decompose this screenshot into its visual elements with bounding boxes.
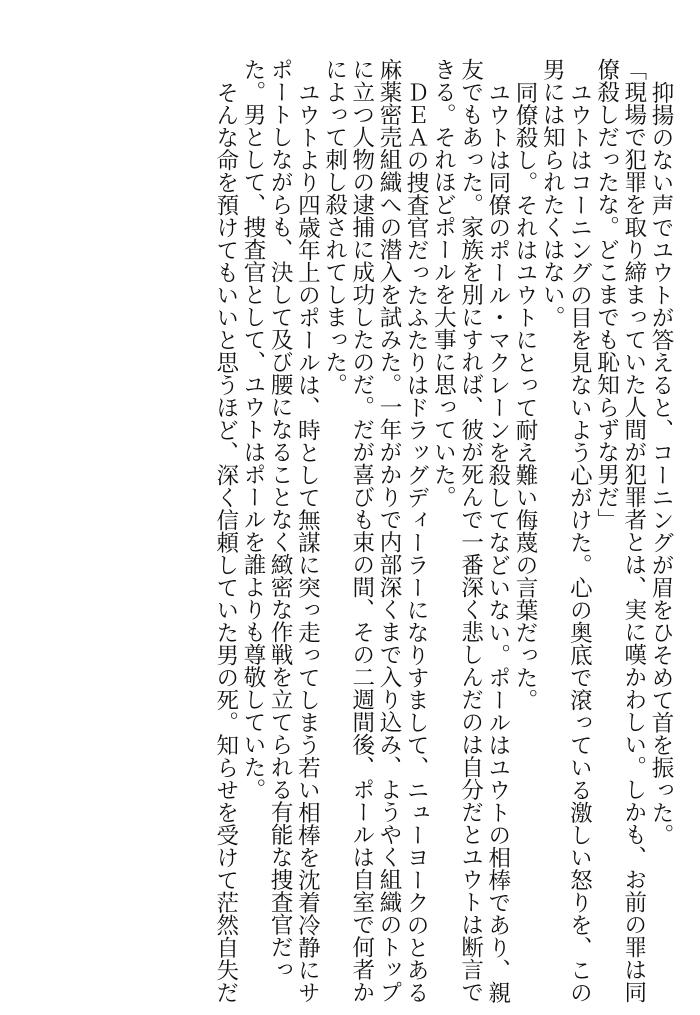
- text-line-11: 麻薬密売組織への潜入を試みた。一年がかりで内部深くまで入り込み、ようやく組織のトップ: [375, 58, 402, 1003]
- text-line-8: 友でもあった。家族を別にすれば、彼が死んで一番深く悲しんだのは自分だとユウトは断言で: [457, 58, 484, 1003]
- text-line-16: た。男として、捜査官として、ユウトはポールを誰よりも尊敬していた。: [239, 58, 266, 801]
- text-line-12: に立つ人物の逮捕に成功したのだ。だが喜びも束の間、その二週間後、ポールは自室で何者か: [348, 58, 375, 1003]
- text-line-2: 「現場で犯罪を取り締まっていた人間が犯罪者とは、実に嘆かわしい。しかも、お前の罪は同: [620, 58, 647, 1003]
- text-line-3: 僚殺しだったな。どこまでも恥知らずな男だ」: [593, 58, 620, 531]
- text-line-15: ポートしながらも、決して及び腰になることなく緻密な作戦を立てられる有能な捜査官だっ: [267, 58, 294, 981]
- text-line-14: ユウトより四歳年上のポールは、時として無謀に突っ走ってしまう若い相棒を沈着冷静にサ: [294, 80, 321, 1003]
- text-line-9: きる。それほどポールを大事に思っていた。: [430, 58, 457, 508]
- vertical-text-block: [20, 58, 674, 1003]
- text-line-5: 男には知られたくはない。: [539, 58, 566, 328]
- text-line-6: 同僚殺し。それはユウトにとって耐え難い侮蔑の言葉だった。: [511, 80, 538, 711]
- text-line-13: によって刺し殺されてしまった。: [321, 58, 348, 396]
- text-line-4: ユウトはコーニングの目を見ないよう心がけた。心の奥底で滾っている激しい怒りを、この: [566, 80, 593, 1003]
- text-line-1: 抑揚のない声でユウトが答えると、コーニングが眉をひそめて首を振った。: [648, 80, 674, 846]
- text-line-17: そんな命を預けてもいいと思うほど、深く信頼していた男の死。知らせを受けて茫然自失だ: [212, 80, 239, 1003]
- text-line-7: ユウトは同僚のポール・マクレーンを殺してなどいない。ポールはユウトの相棒であり、親: [484, 80, 511, 1003]
- text-line-10: ＤＥＡの捜査官だったふたりはドラッグディーラーになりすまして、ニューヨークのとある: [403, 80, 430, 1003]
